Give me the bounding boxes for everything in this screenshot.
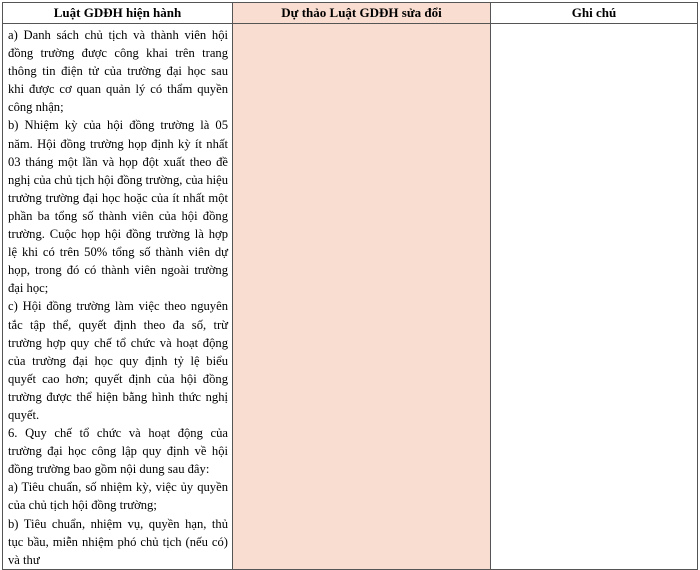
- draft-law-cell: [233, 24, 491, 570]
- paragraph-6-regulations: 6. Quy chế tổ chức và hoạt động của trường đại học công lập quy định về hội đồng trường bao gồm nội dung sau đây:: [8, 426, 228, 477]
- paragraph-6a-chair-standards: a) Tiêu chuẩn, số nhiệm kỳ, việc ủy quyền của chủ tịch hội đồng trường;: [8, 480, 228, 513]
- header-row: [3, 3, 698, 24]
- paragraph-a-list-publication: a) Danh sách chủ tịch và thành viên hội đồng trường được công khai trên trang thông tin điện tử của trường đại học sau khi được cơ quan quản lý có thẩm quyền công nhận;: [8, 28, 228, 115]
- comparison-table: [2, 2, 698, 570]
- notes-cell: [491, 24, 698, 570]
- current-law-cell: [3, 24, 233, 570]
- content-row: [3, 24, 698, 570]
- header-current-law: Luật GDĐH hiện hành: [3, 3, 233, 24]
- paragraph-b-term-meetings: b) Nhiệm kỳ của hội đồng trường là 05 năm. Hội đồng trường họp định kỳ ít nhất 03 tháng một lần và họp đột xuất theo đề nghị của chủ tịch hội đồng trường, của hiệu trưởng trường đại học hoặc của ít nhất một phần ba tổng số thành viên của hội đồng trường. Cuộc họp hội đồng trường là hợp lệ khi có trên 50% tổng số thành viên dự họp, trong đó có thành viên ngoài trường đại học;: [8, 118, 228, 296]
- paragraph-c-collective-principle: c) Hội đồng trường làm việc theo nguyên tắc tập thể, quyết định theo đa số, trừ trường hợp quy chế tổ chức và hoạt động của trường đại học quy định tỷ lệ biểu quyết cao hơn; quyết định của hội đồng trường được thể hiện bằng hình thức nghị quyết.: [8, 299, 228, 422]
- header-notes: Ghi chú: [491, 3, 698, 24]
- paragraph-6b-vice-chair-standards: b) Tiêu chuẩn, nhiệm vụ, quyền hạn, thủ tục bầu, miễn nhiệm phó chủ tịch (nếu có) và thư: [8, 516, 228, 567]
- header-draft-law: Dự thảo Luật GDĐH sửa đổi: [233, 3, 491, 24]
